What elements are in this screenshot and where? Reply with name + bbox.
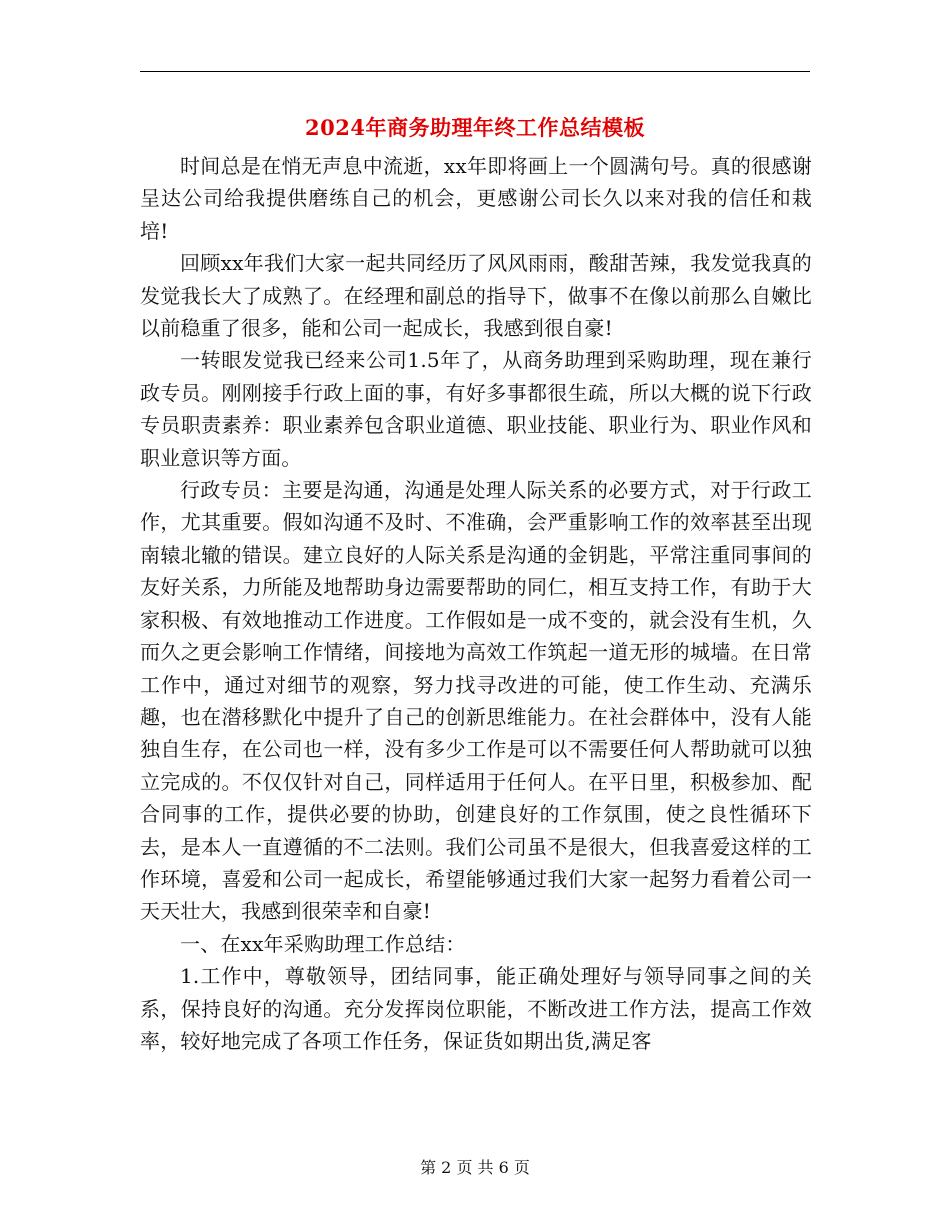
header-rule: [140, 71, 810, 72]
paragraph: 1.工作中，尊敬领导，团结同事，能正确处理好与领导同事之间的关系，保持良好的沟通。充分发挥岗位职能，不断改进工作方法，提高工作效率，较好地完成了各项工作任务，保证货如期出货,满足客: [140, 964, 812, 1053]
paragraph: 一转眼发觉我已经来公司1.5年了，从商务助理到采购助理，现在兼行政专员。刚刚接手行政上面的事，有好多事都很生疏，所以大概的说下行政专员职责素养：职业素养包含职业道德、职业技能、职业行为、职业作风和职业意识等方面。: [140, 348, 812, 470]
document-body: [140, 150, 812, 1057]
page-number-footer: 第 2 页 共 6 页: [420, 1158, 530, 1177]
paragraph: 时间总是在悄无声息中流逝，xx年即将画上一个圆满句号。真的很感谢呈达公司给我提供磨练自己的机会，更感谢公司长久以来对我的信任和栽培!: [140, 154, 812, 243]
document-title: 2024年商务助理年终工作总结模板: [305, 115, 645, 140]
section-heading: 一、在xx年采购助理工作总结：: [180, 931, 466, 956]
paragraph: 行政专员：主要是沟通，沟通是处理人际关系的必要方式，对于行政工作，尤其重要。假如沟通不及时、不准确，会严重影响工作的效率甚至出现南辕北辙的错误。建立良好的人际关系是沟通的金钥匙，平常注重同事间的友好关系，力所能及地帮助身边需要帮助的同仁，相互支持工作，有助于大家积极、有效地推动工作进度。工作假如是一成不变的，就会没有生机，久而久之更会影响工作情绪，间接地为高效工作筑起一道无形的城墙。在日常工作中，通过对细节的观察，努力找寻改进的可能，使工作生动、充满乐趣，也在潜移默化中提升了自己的创新思维能力。在社会群体中，没有人能独自生存，在公司也一样，没有多少工作是可以不需要任何人帮助就可以独立完成的。不仅仅针对自己，同样适用于任何人。在平日里，积极参加、配合同事的工作，提供必要的协助，创建良好的工作氛围，使之良性循环下去，是本人一直遵循的不二法则。我们公司虽不是很大，但我喜爱这样的工作环境，喜爱和公司一起成长，希望能够通过我们大家一起努力看着公司一天天壮大，我感到很荣幸和自豪!: [140, 478, 812, 924]
paragraph: 回顾xx年我们大家一起共同经历了风风雨雨，酸甜苦辣，我发觉我真的发觉我长大了成熟了。在经理和副总的指导下，做事不在像以前那么自嫩比以前稳重了很多，能和公司一起成长，我感到很自豪!: [140, 251, 812, 341]
